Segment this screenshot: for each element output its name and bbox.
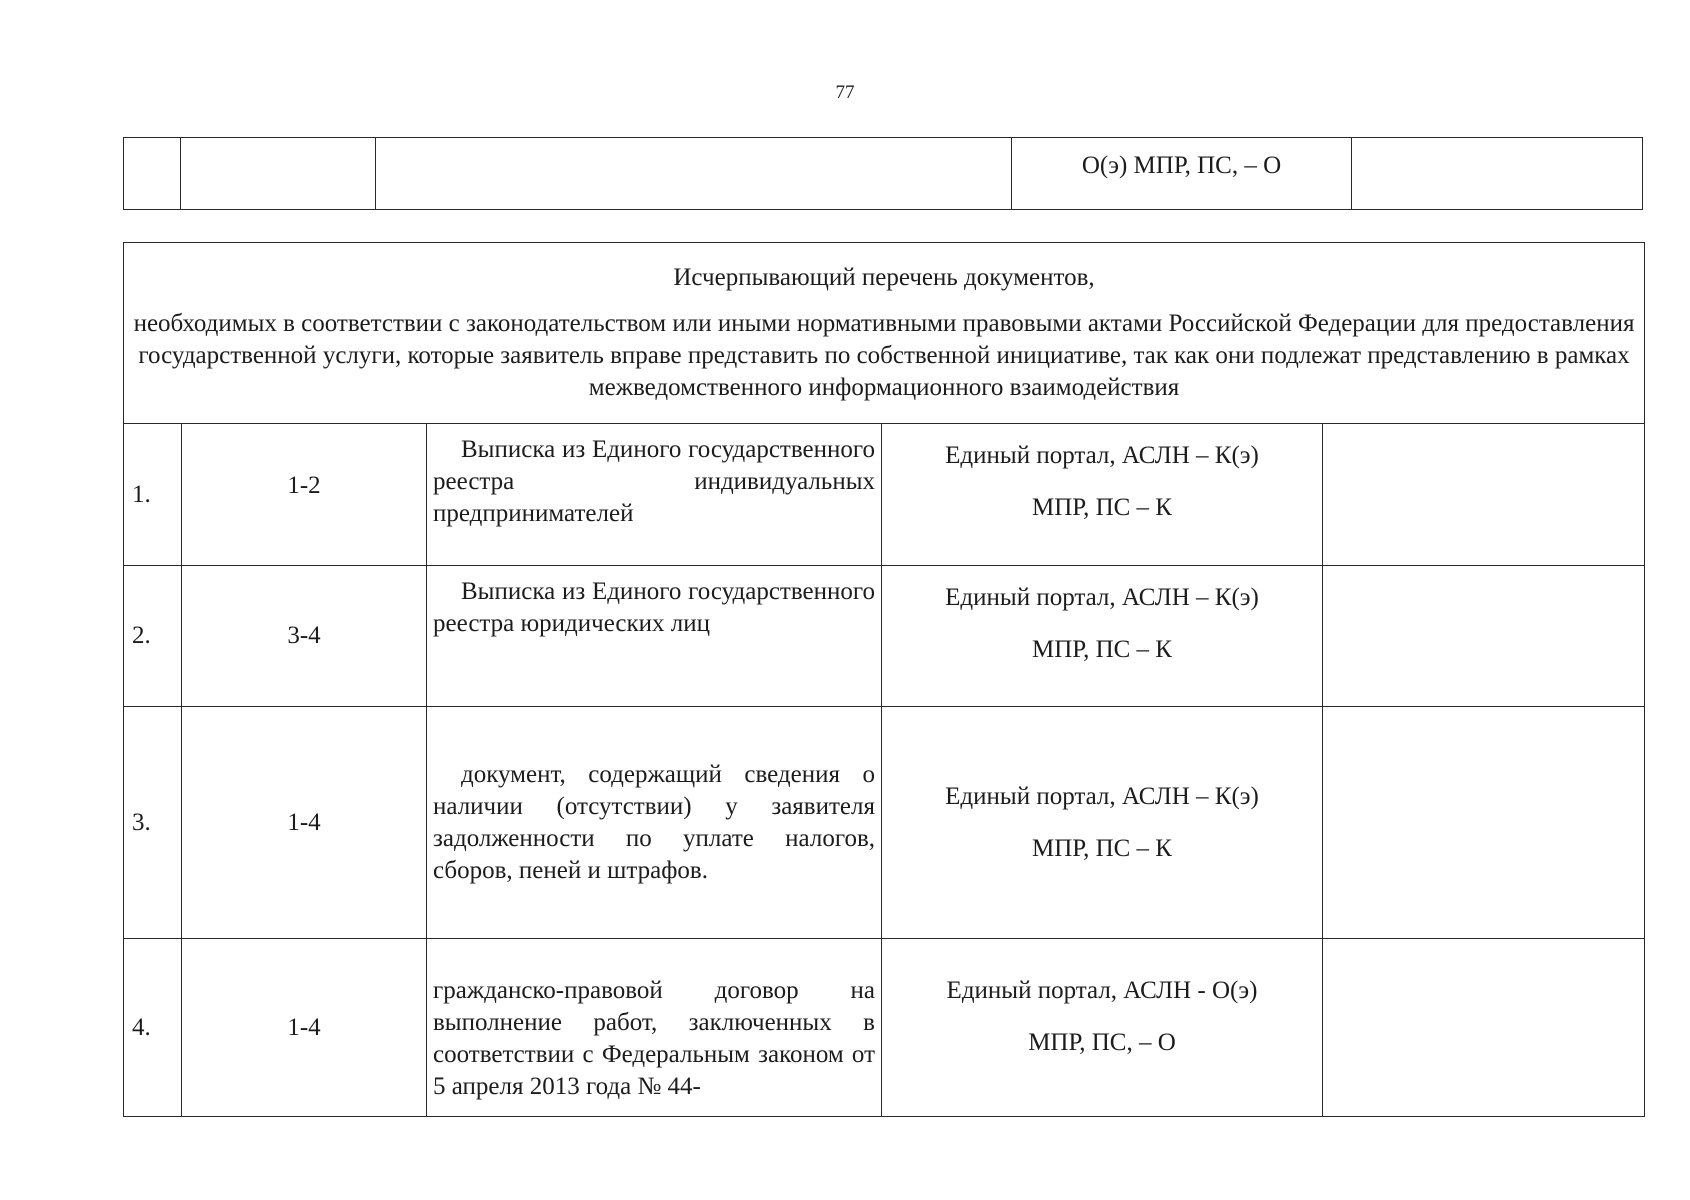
continuation-table (123, 137, 1643, 210)
row-submission-way (882, 939, 1323, 1117)
heading-text: необходимых в соответствии с законодательством или иными нормативными правовыми актами Российской Федерации для предоставления государственной услуги, которые заявитель вправе представить по собственной инициативе, так как они подлежат представлению в рамках межведомственного информационного взаимодействия (133, 310, 1635, 401)
row-submission-way (882, 566, 1323, 707)
row-number: 4. (124, 939, 182, 1117)
heading-title: Исчерпывающий перечень документов, (673, 264, 1095, 291)
table-row (124, 707, 1645, 939)
submission-way-paper: МПР, ПС – К (1032, 834, 1172, 862)
table-heading-row (124, 243, 1645, 424)
row-document (427, 424, 882, 566)
submission-way-electronic: Единый портал, АСЛН – К(э) (945, 442, 1259, 469)
cell-document (376, 138, 1012, 210)
submission-way-electronic: Единый портал, АСЛН – К(э) (945, 584, 1259, 611)
row-pages: 1-2 (182, 424, 427, 566)
table-row (124, 939, 1645, 1117)
row-pages: 1-4 (182, 939, 427, 1117)
row-number: 2. (124, 566, 182, 707)
page-number: 77 (835, 82, 855, 103)
row-note (1323, 939, 1645, 1117)
row-note (1323, 707, 1645, 939)
row-submission-way (882, 424, 1323, 566)
row-document (427, 707, 882, 939)
continuation-row (124, 138, 1643, 210)
cell-pages (181, 138, 376, 210)
cell-number (124, 138, 181, 210)
documents-table (123, 242, 1645, 1117)
row-number: 3. (124, 707, 182, 939)
submission-way-electronic: Единый портал, АСЛН – К(э) (945, 782, 1259, 810)
row-number: 1. (124, 424, 182, 566)
cell-note (1352, 138, 1643, 210)
row-document (427, 939, 882, 1117)
cell-submission-way: О(э) МПР, ПС, – О (1012, 138, 1352, 210)
table-heading (124, 243, 1645, 424)
table-row (124, 566, 1645, 707)
row-pages: 3-4 (182, 566, 427, 707)
row-pages: 1-4 (182, 707, 427, 939)
row-note (1323, 566, 1645, 707)
submission-way-paper: МПР, ПС – К (1032, 494, 1172, 521)
submission-way-paper: МПР, ПС – К (1032, 636, 1172, 663)
row-note (1323, 424, 1645, 566)
row-document (427, 566, 882, 707)
row-document-text: Выписка из Единого государственного реестра юридических лиц (433, 578, 875, 637)
table-row (124, 424, 1645, 566)
row-document-text: документ, содержащий сведения о наличии (отсутствии) у заявителя задолженности по уплате налогов, сборов, пеней и штрафов. (433, 760, 875, 884)
row-document-text: Выписка из Единого государственного реестра индивидуальных предпринимателей (433, 436, 875, 527)
row-submission-way (882, 707, 1323, 939)
submission-way-electronic: Единый портал, АСЛН - О(э) (946, 977, 1258, 1004)
submission-way-paper: МПР, ПС, – О (1028, 1029, 1176, 1056)
row-document-text: гражданско-правовой договор на выполнение работ, заключенных в соответствии с Федеральным законом от 5 апреля 2013 года № 44- (433, 977, 875, 1100)
